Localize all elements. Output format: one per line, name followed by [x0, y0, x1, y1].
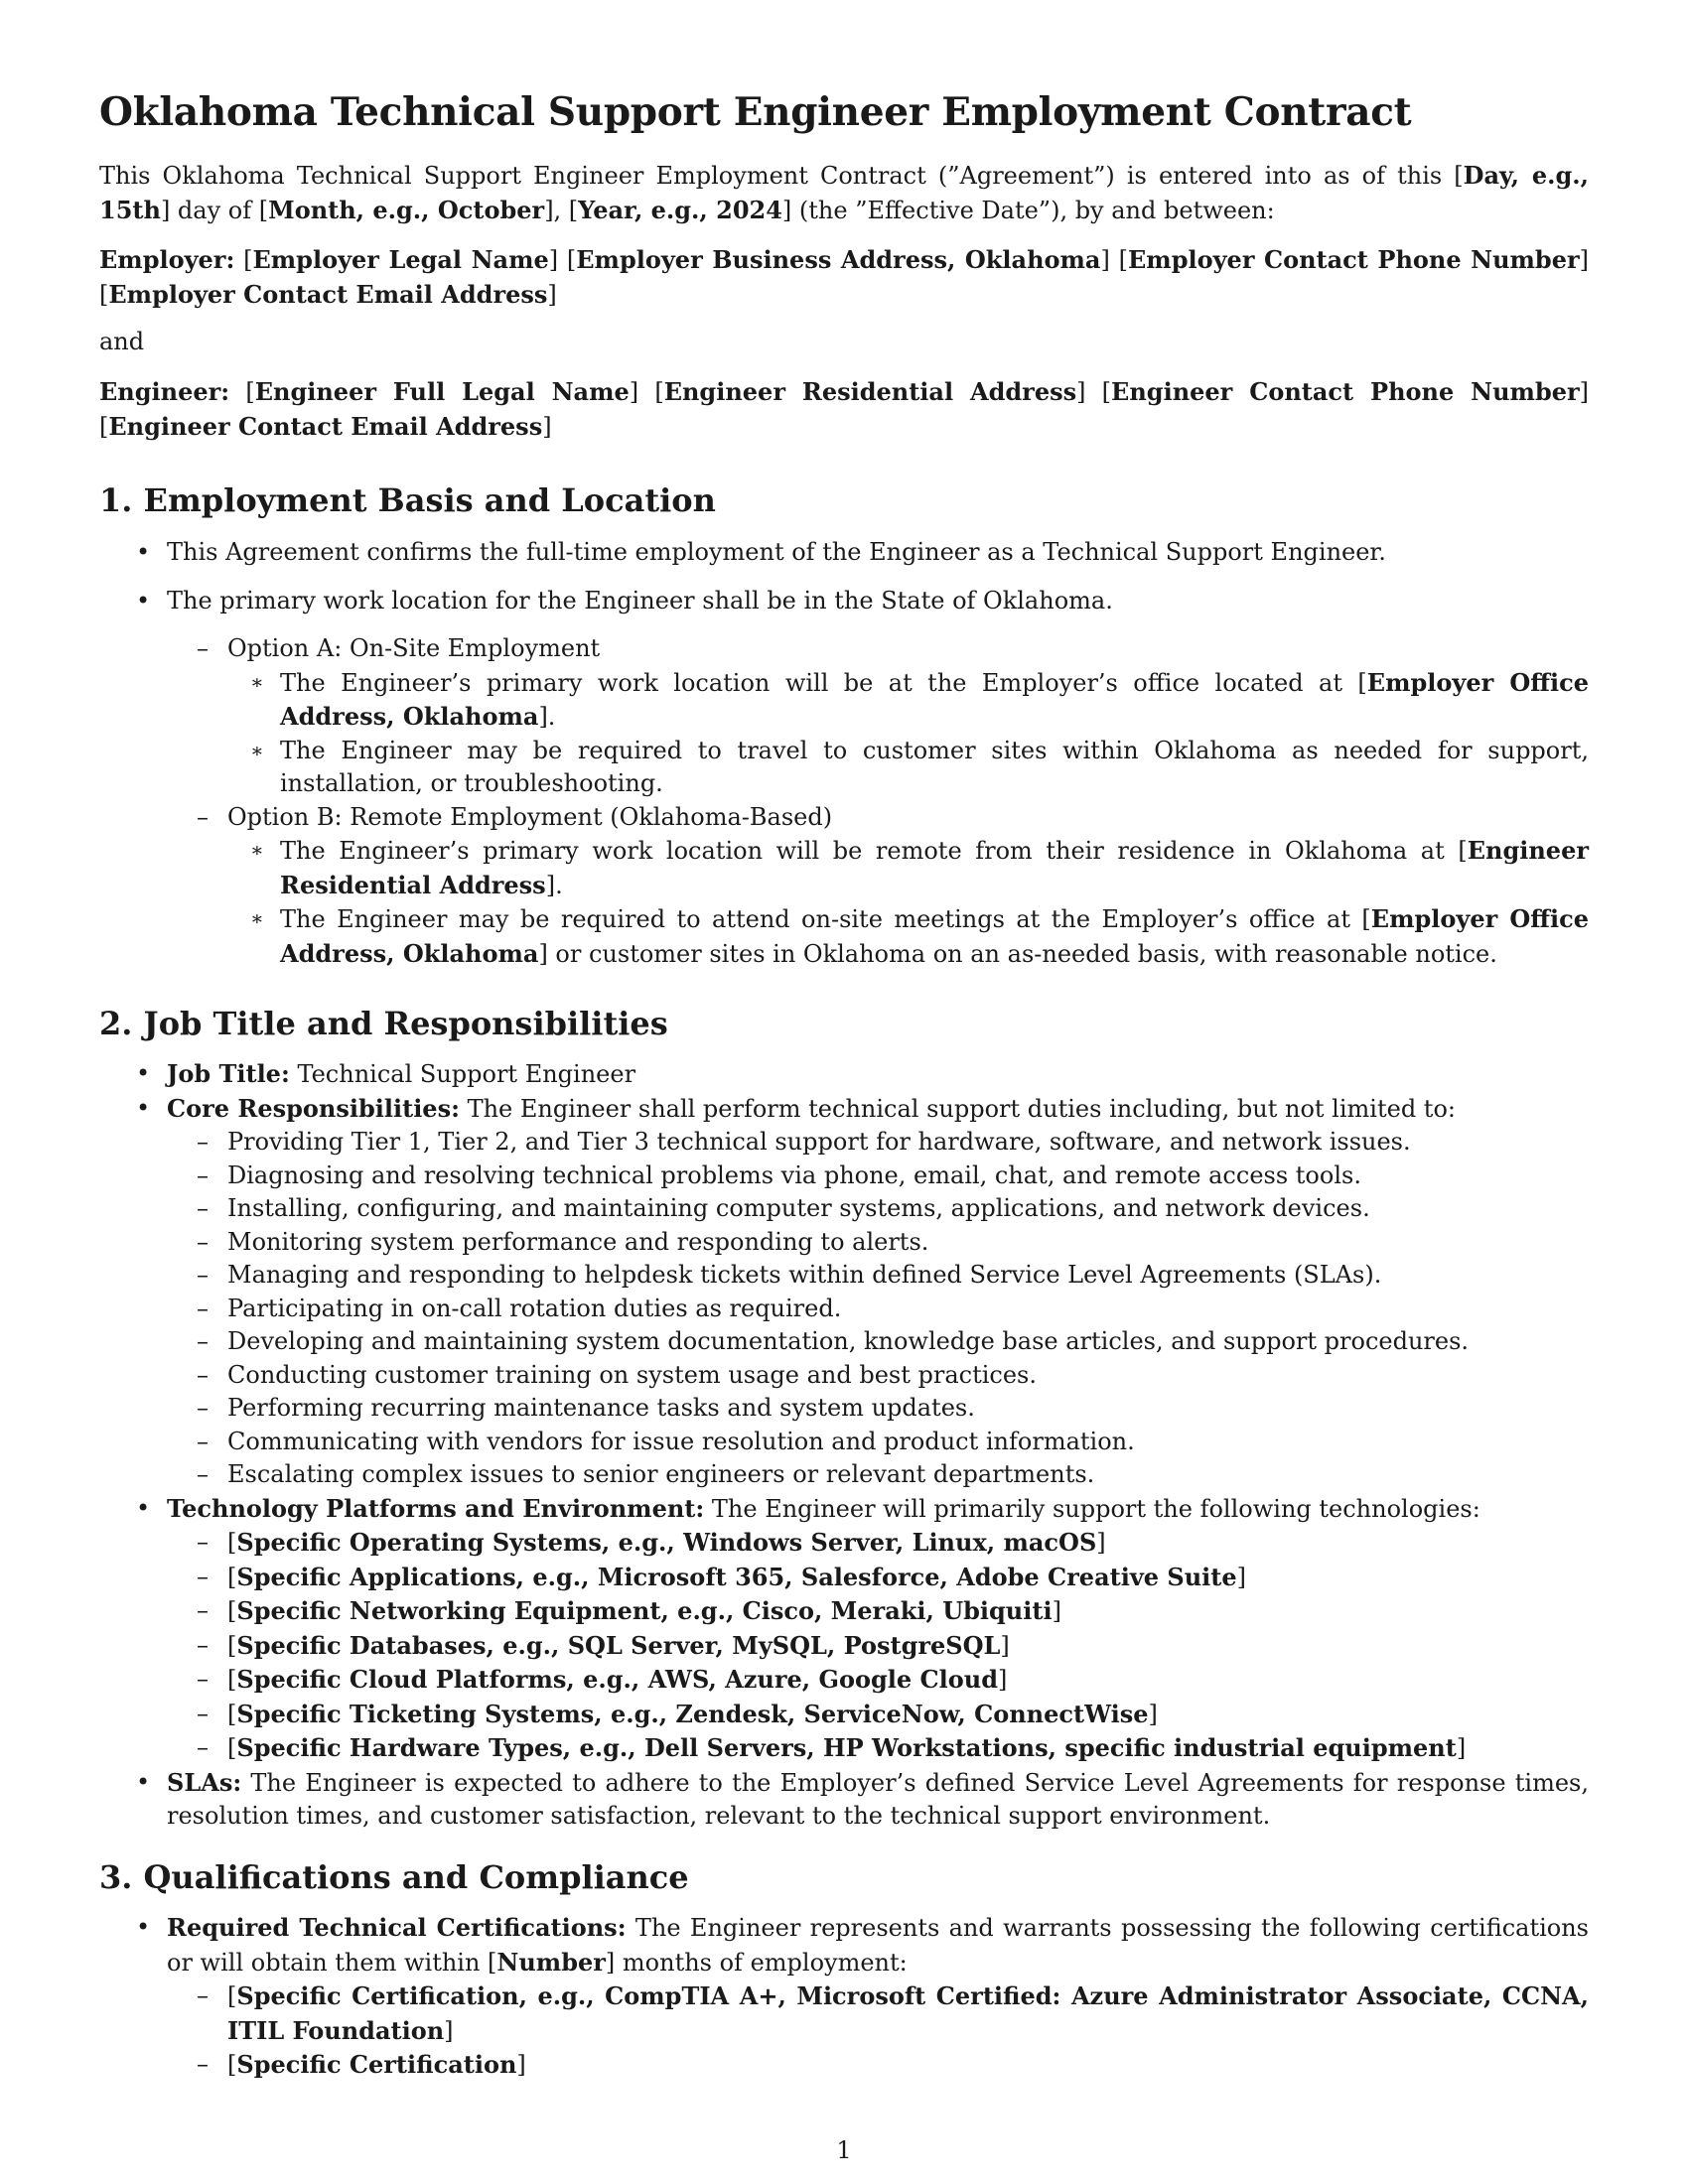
list-item-text: Escalating complex issues to senior engineers or relevant departments.: [227, 1460, 1095, 1488]
placeholder-text: Specific Hardware Types, e.g., Dell Servers, HP Workstations, specific industrial equipment: [236, 1733, 1457, 1762]
intro-text: ] (the ”Effective Date”), by and between:: [781, 196, 1275, 224]
technology-label: Technology Platforms and Environment:: [167, 1493, 705, 1523]
list-item: [99, 1259, 1589, 1293]
option-text: ].: [545, 871, 563, 899]
placeholder-text: Specific Certification, e.g., CompTIA A+, Microsoft Certified: Azure Administrator Associate, CCNA, ITIL Foundation: [227, 1981, 1589, 2045]
document-title: Oklahoma Technical Support Engineer Employment Contract: [99, 89, 1412, 135]
list-item-text: Participating in on-call rotation duties as required.: [227, 1294, 842, 1322]
section-1-body: [99, 536, 1589, 971]
list-item: [99, 1492, 1589, 1766]
list-item: – [Specific Certification]: [99, 2048, 1589, 2083]
sla-text: The Engineer is expected to adhere to the Employer’s defined Service Level Agreements for response times, resolution times, and customer satisfaction, relevant to the technical support environment.: [167, 1768, 1589, 1830]
list-item-text: Monitoring system performance and responding to alerts.: [227, 1227, 929, 1256]
list-item: [99, 585, 1589, 972]
option-b-label: Option B: Remote Employment (Oklahoma-Based): [227, 802, 833, 831]
job-title-label: Job Title:: [167, 1059, 290, 1088]
core-responsibilities-list: [167, 1126, 1589, 1492]
number-placeholder: Number: [496, 1947, 606, 1977]
list-item-text: Providing Tier 1, Tier 2, and Tier 3 technical support for hardware, software, and network issues.: [227, 1128, 1411, 1156]
placeholder-text: Specific Applications, e.g., Microsoft 365, Salesforce, Adobe Creative Suite: [236, 1562, 1237, 1591]
list-item: [99, 1192, 1589, 1226]
intro-text: This Oklahoma Technical Support Engineer Employment Contract (”Agreement”) is entered into as of this [: [99, 162, 1464, 190]
page-number: 1: [836, 2136, 852, 2164]
section-2-body: [99, 1057, 1589, 1834]
list-item: [99, 1766, 1589, 1834]
employer-phone: Employer Contact Phone Number: [1128, 245, 1580, 274]
engineer-phone: Engineer Contact Phone Number: [1111, 377, 1580, 406]
list-item-text: Developing and maintaining system documentation, knowledge base articles, and support procedures.: [227, 1327, 1470, 1355]
employer-name: Employer Legal Name: [252, 245, 549, 274]
residential-address-placeholder: Engineer Residential Address: [280, 836, 1589, 899]
section-3-heading: 3. Qualifications and Compliance: [99, 1858, 689, 1896]
list-item: [99, 1293, 1589, 1326]
list-item: – [Specific Ticketing Systems, e.g., Zendesk, ServiceNow, ConnectWise]: [99, 1698, 1589, 1732]
bullet-text: The primary work location for the Engineer shall be in the State of Oklahoma.: [167, 586, 1113, 614]
list-item: [99, 1226, 1589, 1260]
option-text: ].: [538, 703, 556, 731]
list-item: [99, 1325, 1589, 1359]
technology-text: The Engineer will primarily support the following technologies:: [711, 1494, 1480, 1523]
list-item: [99, 1126, 1589, 1160]
employer-address: Employer Business Address, Oklahoma: [576, 245, 1101, 274]
employer-block: Employer: [Employer Legal Name] [Employer Business Address, Oklahoma] [Employer Contact Phone Number] [Employer Contact Email Address]: [99, 245, 1590, 309]
option-text: The Engineer may be required to attend on-site meetings at the Employer’s office at [: [280, 905, 1371, 933]
placeholder-text: Specific Operating Systems, e.g., Windows Server, Linux, macOS: [236, 1528, 1097, 1557]
placeholder-text: Specific Networking Equipment, e.g., Cisco, Meraki, Ubiquiti: [236, 1596, 1053, 1625]
option-text: The Engineer’s primary work location will be remote from their residence in Oklahoma at [: [280, 837, 1468, 865]
placeholder-text: Specific Certification: [236, 2050, 517, 2079]
list-item: [99, 1359, 1589, 1393]
certifications-list: [167, 1979, 1589, 2083]
list-item-text: Managing and responding to helpdesk tickets within defined Service Level Agreements (SLAs).: [227, 1261, 1382, 1289]
section-1-heading: 1. Employment Basis and Location: [99, 481, 716, 519]
option-text: ] or customer sites in Oklahoma on an as-needed basis, with reasonable notice.: [538, 939, 1497, 968]
option-text: ∗ The Engineer may be required to travel to customer sites within Oklahoma as needed for support, installation, or troubleshooting.: [280, 736, 1589, 797]
list-item: [99, 1426, 1589, 1459]
intro-text: ], [: [544, 196, 579, 224]
list-item: [99, 1057, 1589, 1092]
intro-paragraph: [99, 159, 1589, 227]
option-text: The Engineer’s primary work location will be at the Employer’s office located at [: [280, 668, 1367, 697]
placeholder-text: Specific Databases, e.g., SQL Server, MySQL, PostgreSQL: [236, 1630, 1001, 1660]
list-item-text: Diagnosing and resolving technical problems via phone, email, chat, and remote access tools.: [227, 1160, 1361, 1189]
list-item: [99, 1160, 1589, 1193]
job-title-value: Technical Support Engineer: [297, 1060, 636, 1088]
certifications-text: ] months of employment:: [605, 1948, 908, 1977]
certifications-text: The Engineer represents and warrants possessing the following certifications or will obtain them within [: [167, 1914, 1589, 1977]
option-a-label: Option A: On-Site Employment: [227, 634, 601, 662]
list-item: – [Specific Certification, e.g., CompTIA A+, Microsoft Certified: Azure Administrator Associate, CCNA, ITIL Foundation]: [99, 1979, 1589, 2048]
month-placeholder: Month, e.g., October: [268, 195, 545, 224]
certifications-label: Required Technical Certifications:: [167, 1913, 627, 1942]
section-3-body: [99, 1911, 1589, 2083]
list-item: [99, 834, 1589, 902]
and-text: and: [99, 328, 145, 355]
list-item: [99, 801, 1589, 972]
list-item: [99, 1392, 1589, 1426]
list-item: – [Specific Databases, e.g., SQL Server, MySQL, PostgreSQL]: [99, 1629, 1589, 1664]
office-address-placeholder: Employer Office Address, Oklahoma: [280, 667, 1589, 731]
list-item-text: Installing, configuring, and maintaining computer systems, applications, and network devices.: [227, 1194, 1370, 1222]
sla-label: SLAs:: [167, 1767, 242, 1797]
list-item-text: Conducting customer training on system usage and best practices.: [227, 1360, 1038, 1389]
placeholder-text: Specific Cloud Platforms, e.g., AWS, Azure, Google Cloud: [236, 1665, 998, 1694]
engineer-email: Engineer Contact Email Address: [108, 411, 543, 441]
list-item: – [Specific Cloud Platforms, e.g., AWS, Azure, Google Cloud]: [99, 1663, 1589, 1698]
technology-list: [167, 1526, 1589, 1766]
engineer-name: Engineer Full Legal Name: [254, 377, 630, 406]
list-item: [99, 1911, 1589, 2083]
list-item: [99, 632, 1589, 801]
list-item-text: Communicating with vendors for issue resolution and product information.: [227, 1427, 1135, 1455]
list-item: [99, 1458, 1589, 1492]
list-item: [99, 735, 1589, 801]
list-item: – [Specific Hardware Types, e.g., Dell Servers, HP Workstations, specific industrial equipment]: [99, 1731, 1589, 1766]
engineer-address: Engineer Residential Address: [663, 377, 1077, 406]
engineer-block: Engineer: [Engineer Full Legal Name] [Engineer Residential Address] [Engineer Contact Phone Number] [Engineer Contact Email Address]: [99, 377, 1590, 441]
year-placeholder: Year, e.g., 2024: [578, 195, 782, 224]
list-item: – [Specific Operating Systems, e.g., Windows Server, Linux, macOS]: [99, 1526, 1589, 1561]
section-2-heading: 2. Job Title and Responsibilities: [99, 1005, 668, 1042]
day-placeholder: Day, e.g., 15th: [99, 161, 1589, 224]
core-responsibilities-text: The Engineer shall perform technical support duties including, but not limited to:: [467, 1094, 1456, 1123]
placeholder-text: Specific Ticketing Systems, e.g., Zendesk, ServiceNow, ConnectWise: [236, 1699, 1149, 1728]
list-item: – [Specific Applications, e.g., Microsoft 365, Salesforce, Adobe Creative Suite]: [99, 1561, 1589, 1595]
office-address-placeholder: Employer Office Address, Oklahoma: [280, 904, 1589, 968]
list-item: [99, 902, 1589, 971]
employer-email: Employer Contact Email Address: [108, 279, 548, 309]
list-item: – [Specific Networking Equipment, e.g., Cisco, Meraki, Ubiquiti]: [99, 1594, 1589, 1629]
list-item: [99, 536, 1589, 570]
list-item: [99, 1092, 1589, 1492]
core-responsibilities-label: Core Responsibilities:: [167, 1093, 460, 1123]
employer-label: Employer:: [99, 245, 235, 274]
list-item-text: Performing recurring maintenance tasks and system updates.: [227, 1394, 975, 1422]
engineer-label: Engineer:: [99, 377, 230, 406]
intro-text: ] day of [: [160, 196, 269, 224]
bullet-text: This Agreement confirms the full-time employment of the Engineer as a Technical Support Engineer.: [167, 538, 1386, 566]
list-item: [99, 666, 1589, 735]
